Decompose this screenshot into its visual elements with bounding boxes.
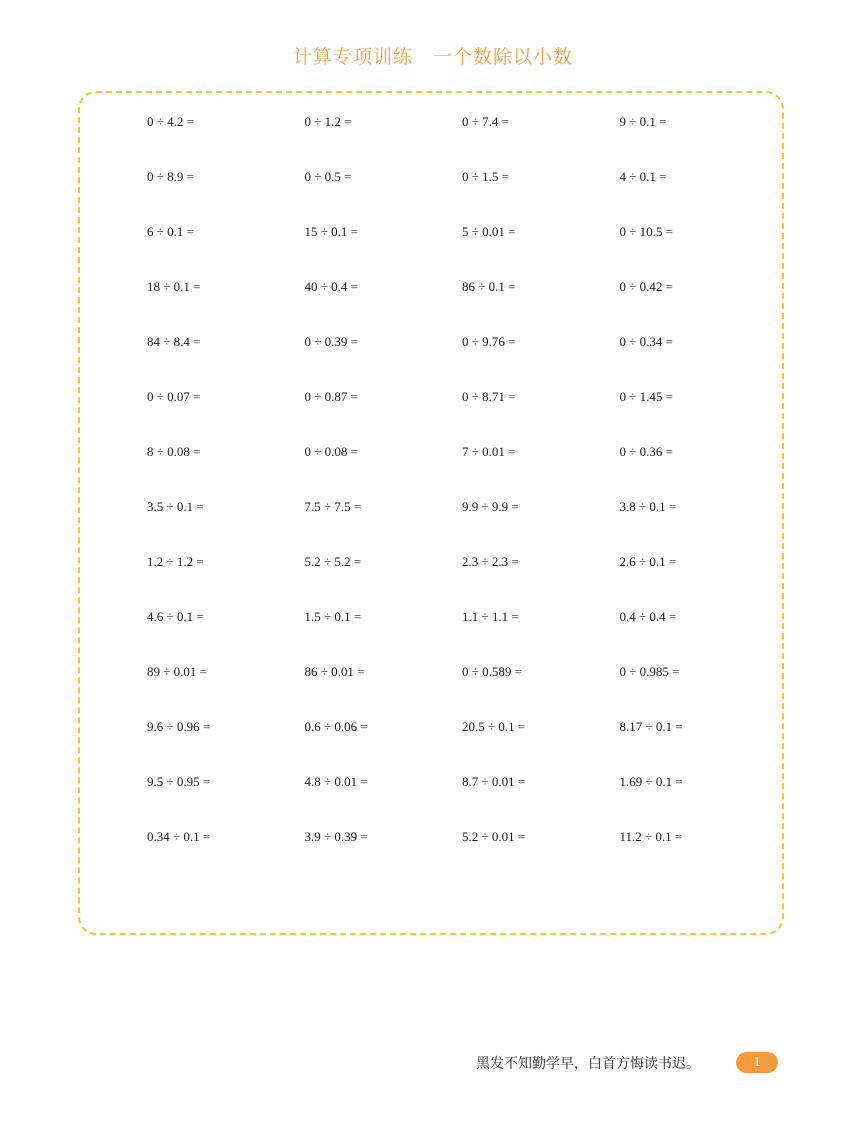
problem-item: 4.6 ÷ 0.1 =: [147, 609, 204, 624]
problem-item: 0 ÷ 0.42 =: [619, 279, 673, 294]
problem-item: 2.6 ÷ 0.1 =: [619, 554, 677, 569]
problem-item: 20.5 ÷ 0.1 =: [462, 719, 526, 734]
problem-item: 86 ÷ 0.1 =: [462, 279, 516, 294]
problem-item: 0.6 ÷ 0.06 =: [304, 719, 368, 734]
problem-item: 18 ÷ 0.1 =: [147, 279, 201, 294]
footer-motto: 黑发不知勤学早，白首方悔读书迟。: [476, 1056, 700, 1072]
problem-item: 0 ÷ 7.4 =: [462, 114, 509, 129]
problem-item: 1.2 ÷ 1.2 =: [147, 554, 204, 569]
problem-item: 86 ÷ 0.01 =: [304, 664, 365, 679]
problem-item: 0.34 ÷ 0.1 =: [147, 829, 211, 844]
problem-item: 4.8 ÷ 0.01 =: [304, 774, 368, 789]
problem-item: 0 ÷ 0.08 =: [304, 444, 358, 459]
page-number-badge: 1: [736, 1052, 778, 1073]
problem-item: 0 ÷ 8.9 =: [147, 169, 194, 184]
problem-item: 8 ÷ 0.08 =: [147, 444, 201, 459]
problem-item: 1.1 ÷ 1.1 =: [462, 609, 519, 624]
problem-item: 0 ÷ 1.5 =: [462, 169, 509, 184]
problem-item: 5.2 ÷ 5.2 =: [304, 554, 362, 569]
problem-item: 5 ÷ 0.01 =: [462, 224, 516, 239]
problem-item: 0 ÷ 0.985 =: [619, 664, 680, 679]
problem-item: 0 ÷ 0.07 =: [147, 389, 201, 404]
problem-item: 8.7 ÷ 0.01 =: [462, 774, 526, 789]
problem-item: 0 ÷ 9.76 =: [462, 334, 516, 349]
problem-item: 0 ÷ 0.39 =: [304, 334, 358, 349]
problem-item: 3.5 ÷ 0.1 =: [147, 499, 204, 514]
problem-item: 0 ÷ 4.2 =: [147, 114, 194, 129]
problem-item: 9.5 ÷ 0.95 =: [147, 774, 211, 789]
problem-item: 84 ÷ 8.4 =: [147, 334, 201, 349]
problem-item: 9 ÷ 0.1 =: [619, 114, 667, 129]
problem-item: 3.8 ÷ 0.1 =: [619, 499, 677, 514]
problem-item: 3.9 ÷ 0.39 =: [304, 829, 368, 844]
problem-item: 0 ÷ 0.5 =: [304, 169, 352, 184]
page-title: 计算专项训练 一个数除以小数: [292, 46, 573, 68]
problem-item: 0 ÷ 1.45 =: [619, 389, 673, 404]
problem-item: 0 ÷ 0.36 =: [619, 444, 673, 459]
problem-item: 0.4 ÷ 0.4 =: [619, 609, 677, 624]
problem-item: 0 ÷ 0.87 =: [304, 389, 358, 404]
problem-item: 0 ÷ 8.71 =: [462, 389, 516, 404]
problem-item: 6 ÷ 0.1 =: [147, 224, 194, 239]
problem-item: 0 ÷ 1.2 =: [304, 114, 352, 129]
problem-item: 15 ÷ 0.1 =: [304, 224, 358, 239]
problem-item: 89 ÷ 0.01 =: [147, 664, 207, 679]
problem-item: 1.69 ÷ 0.1 =: [619, 774, 683, 789]
problem-item: 1.5 ÷ 0.1 =: [304, 609, 362, 624]
problem-item: 9.9 ÷ 9.9 =: [462, 499, 519, 514]
problem-item: 9.6 ÷ 0.96 =: [147, 719, 211, 734]
problem-item: 11.2 ÷ 0.1 =: [619, 829, 683, 844]
problem-item: 7 ÷ 0.01 =: [462, 444, 516, 459]
problem-item: 2.3 ÷ 2.3 =: [462, 554, 519, 569]
problem-item: 7.5 ÷ 7.5 =: [304, 499, 362, 514]
problem-item: 0 ÷ 10.5 =: [619, 224, 673, 239]
problem-item: 4 ÷ 0.1 =: [619, 169, 667, 184]
problem-item: 5.2 ÷ 0.01 =: [462, 829, 526, 844]
problem-item: 40 ÷ 0.4 =: [304, 279, 358, 294]
problem-item: 0 ÷ 0.589 =: [462, 664, 522, 679]
problem-item: 8.17 ÷ 0.1 =: [619, 719, 683, 734]
problem-grid: [147, 112, 787, 882]
problem-item: 0 ÷ 0.34 =: [619, 334, 673, 349]
